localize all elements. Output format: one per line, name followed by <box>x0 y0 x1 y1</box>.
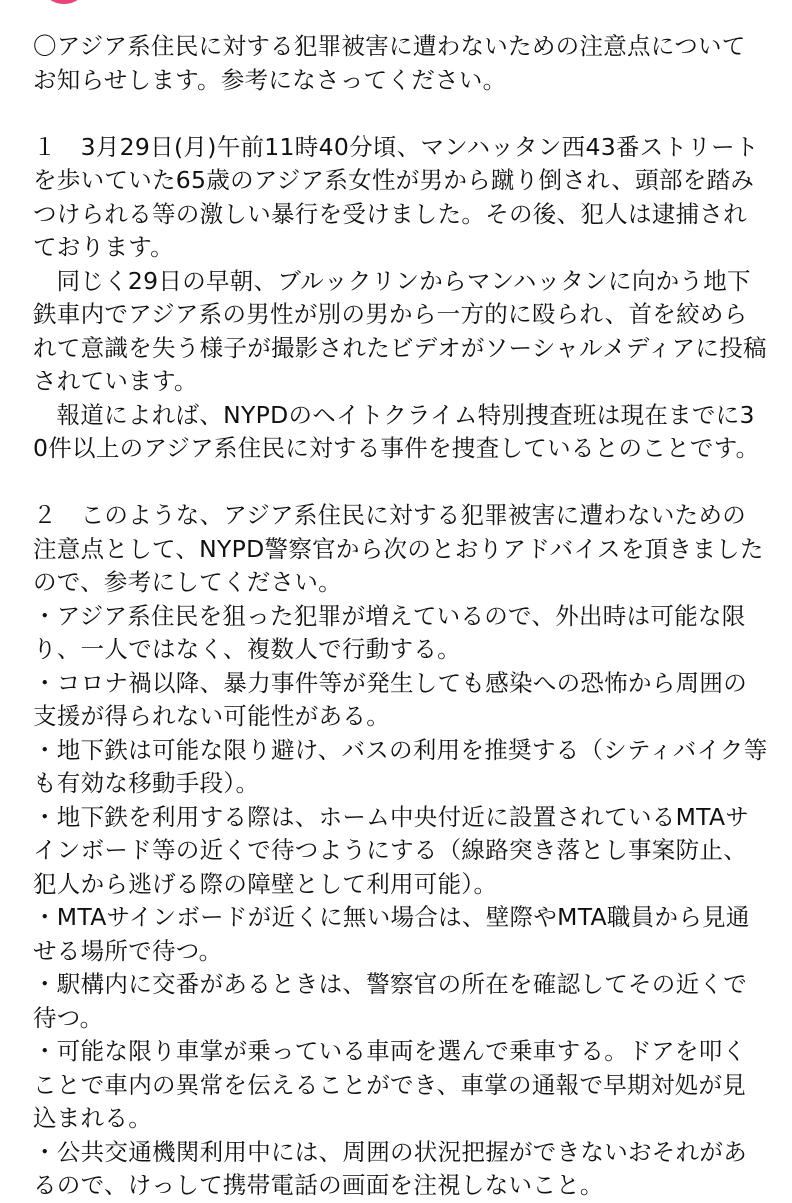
advice-item: ・地下鉄は可能な限り避け、バスの利用を推奨する（シティバイク等も有効な移動手段）。 <box>33 735 768 797</box>
advice-item: ・地下鉄を利用する際は、ホーム中央付近に設置されているMTAサインボード等の近くで待つようにする（線路突き落とし事案防止、犯人から逃げる際の障壁として利用可能）。 <box>33 802 750 898</box>
intro-paragraph: 〇アジア系住民に対する犯罪被害に遭わないための注意点についてお知らせします。参考になさってください。 <box>33 32 746 94</box>
section2-paragraph-1: ２ このような、アジア系住民に対する犯罪被害に遭わないための注意点として、NYPD警察官から次のとおりアドバイスを頂きましたので、参考にしてください。 <box>33 501 764 596</box>
section1-paragraph-3: 報道によれば、NYPDのヘイトクライム特別捜査班は現在までに30件以上のアジア系住民に対する事件を捜査しているとのことです。 <box>33 400 760 462</box>
advice-item: ・公共交通機関利用中には、周囲の状況把握ができないおそれがあるので、けっして携帯電話の画面を注視しないこと。 <box>33 1137 747 1199</box>
notice-document <box>33 30 768 1203</box>
spacer <box>33 97 768 131</box>
advice-item: ・コロナ禍以降、暴力事件等が発生しても感染への恐怖から周囲の支援が得られない可能性がある。 <box>33 668 747 730</box>
advice-item: ・可能な限り車掌が乗っている車両を選んで乗車する。ドアを叩くことで車内の異常を伝えることができ、車掌の通報で早期対処が見込まれる。 <box>33 1037 747 1132</box>
section1-paragraph-2: 同じく29日の早朝、ブルックリンからマンハッタンに向かう地下鉄車内でアジア系の男性が別の男から一方的に殴られ、首を絞められて意識を失う様子が撮影されたビデオがソーシャルメディアに投稿されています。 <box>33 266 767 395</box>
spacer <box>33 466 768 500</box>
top-accent-shape <box>44 0 84 4</box>
advice-list <box>33 600 768 1203</box>
advice-item: ・アジア系住民を狙った犯罪が増えているので、外出時は可能な限り、一人ではなく、複数人で行動する。 <box>33 601 746 663</box>
section1-paragraph-1: １ 3月29日(月)午前11時40分頃、マンハッタン西43番ストリートを歩いていた65歳のアジア系女性が男から蹴り倒され、頭部を踏みつけられる等の激しい暴行を受けました。その後、犯人は逮捕されております。 <box>33 132 759 261</box>
advice-item: ・MTAサインボードが近くに無い場合は、壁際やMTA職員から見通せる場所で待つ。 <box>33 903 750 965</box>
advice-item: ・駅構内に交番があるときは、警察官の所在を確認してその近くで待つ。 <box>33 970 747 1032</box>
